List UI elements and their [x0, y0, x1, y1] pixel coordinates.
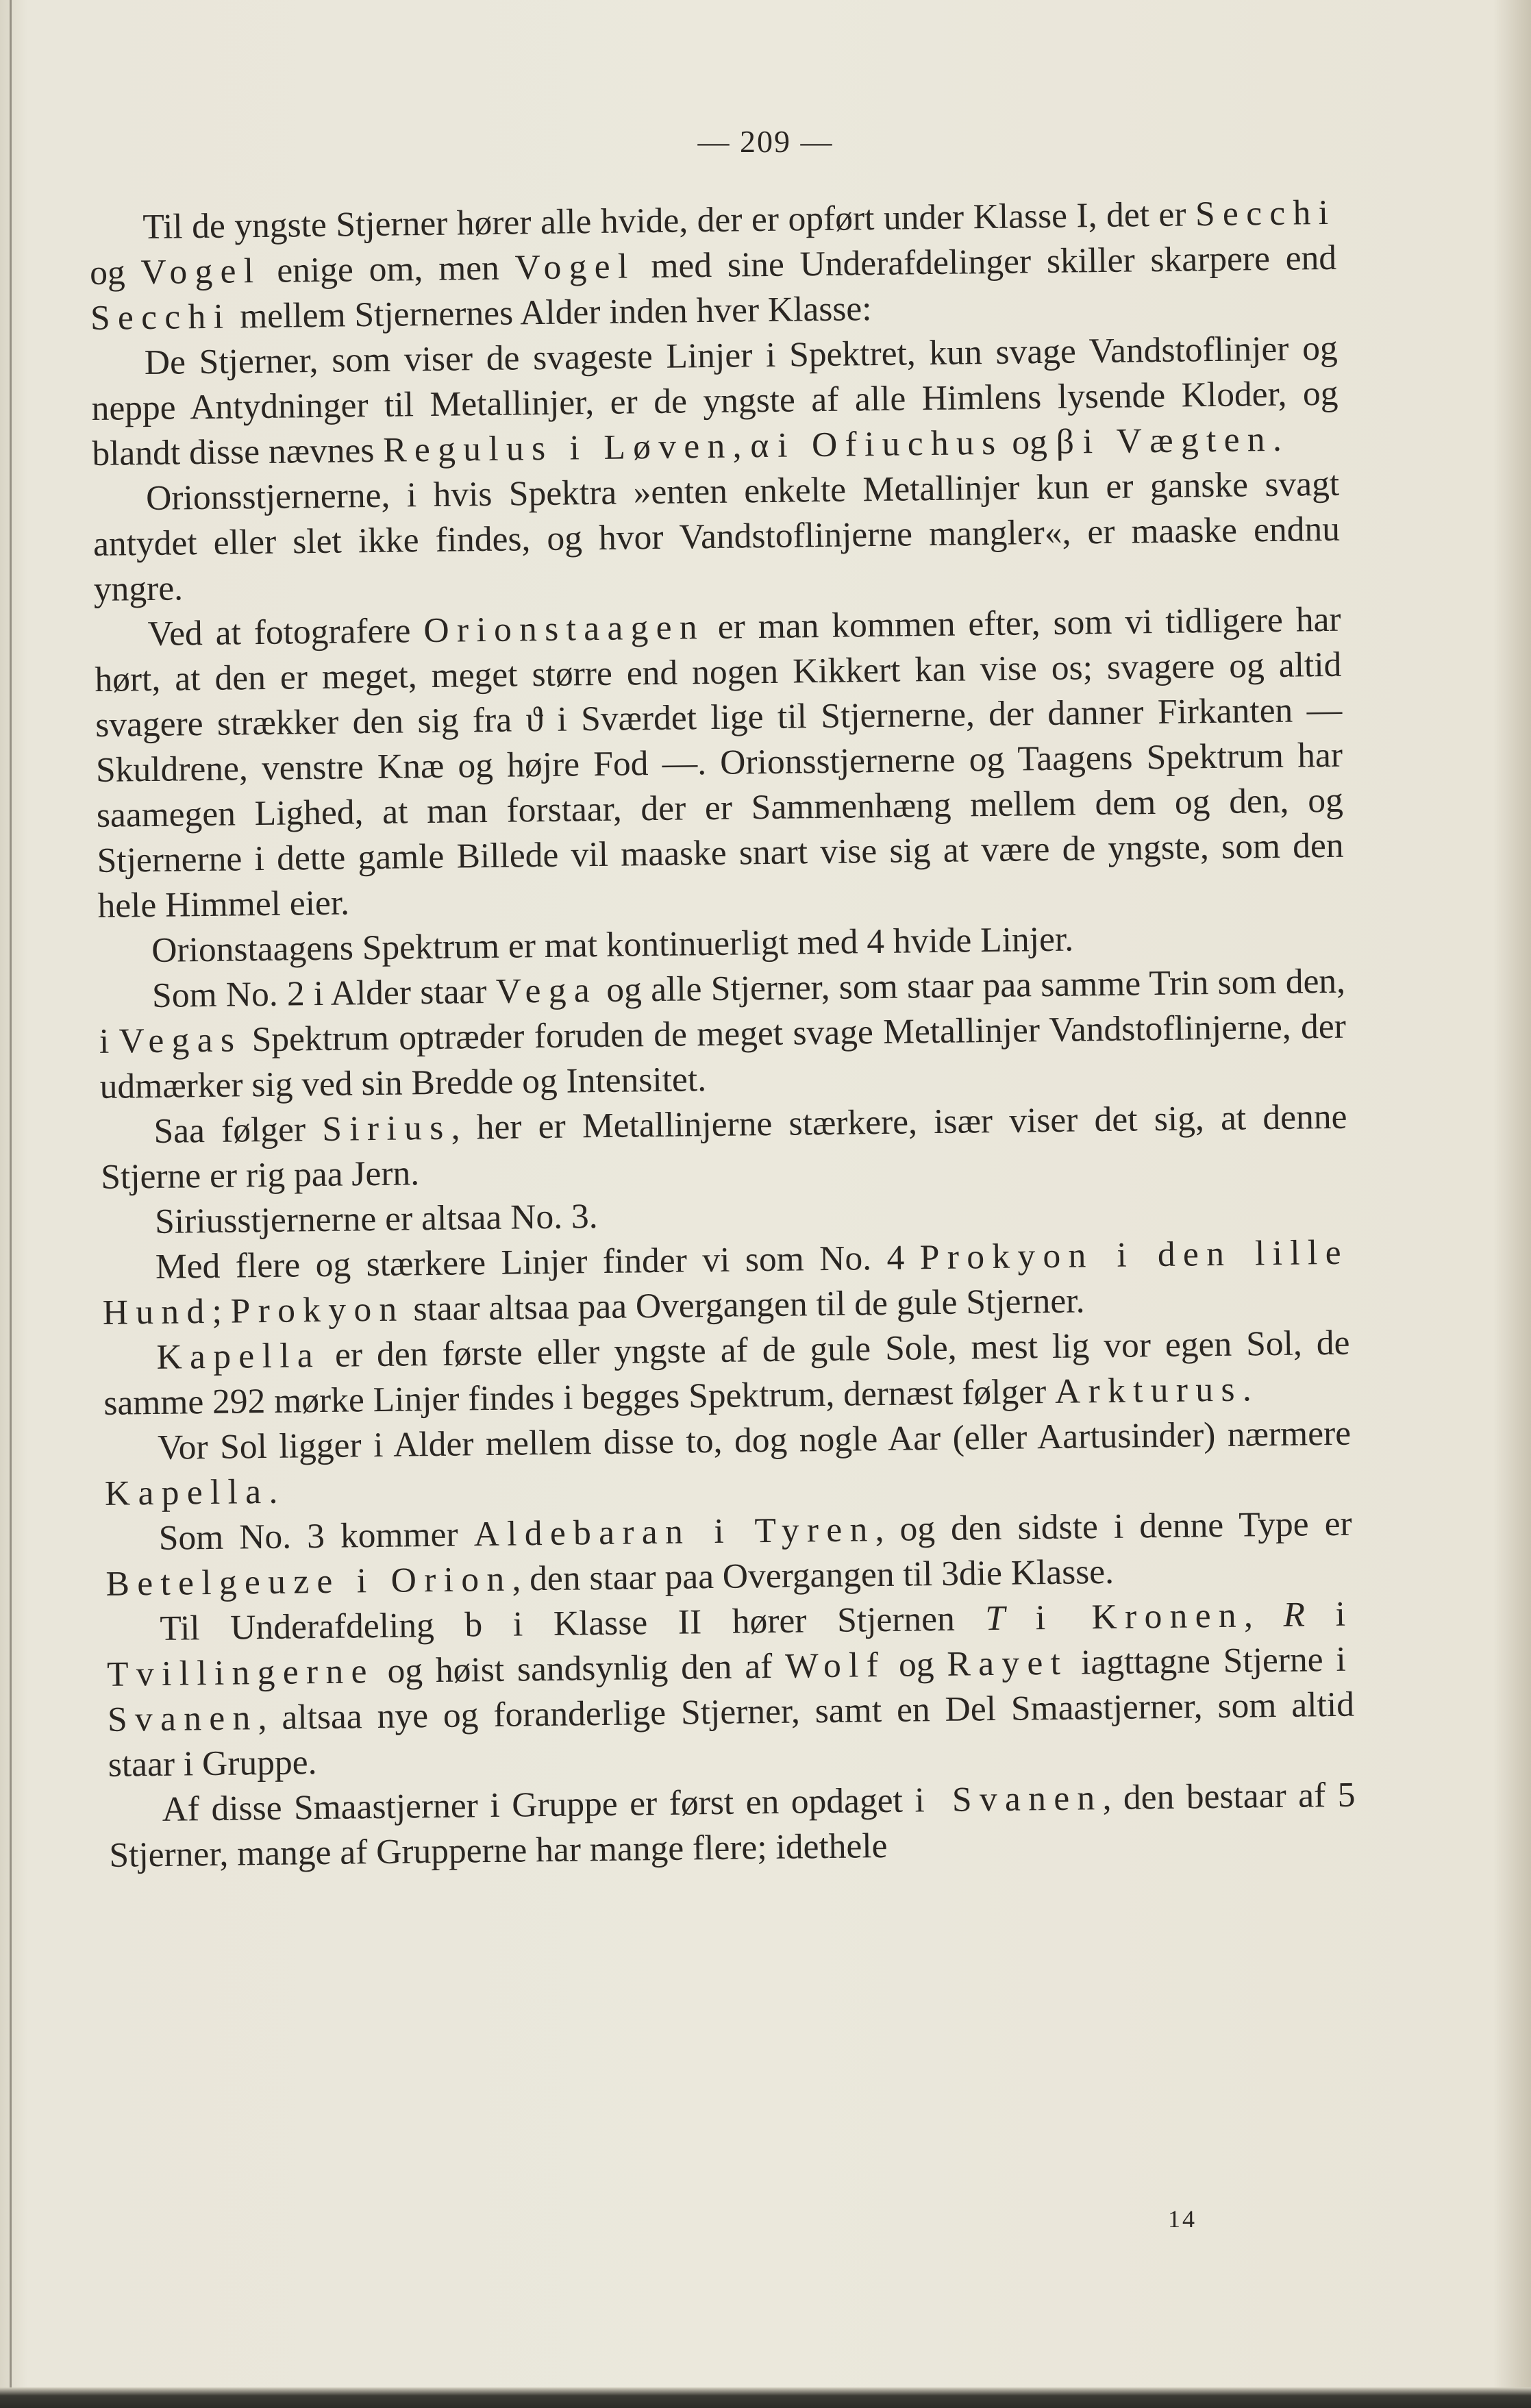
- paragraph: [105, 1502, 1352, 1607]
- page-edge-shadow: [10, 0, 12, 2408]
- text-run: Af disse Smaastjerner i Gruppe er først en opdaget: [162, 1780, 915, 1829]
- text-run: .: [1272, 419, 1282, 459]
- paragraph: [99, 959, 1347, 1110]
- spaced-name: Vogel: [514, 247, 636, 288]
- text-run: , den bestaar af 5 Stjerner, mange af Grupperne har mange flere; idethele: [109, 1775, 1356, 1875]
- text-run: , α: [732, 425, 778, 466]
- text-run: iagttagne Stjerne: [1067, 1639, 1336, 1683]
- text-run: er man kommen efter, som vi tidligere har hørt, at den er meget, meget større end nogen Kikkert kan vise os; svagere og altid svagere strækker den sig fra ϑ i Sværdet lige til Stjernerne, der danner Firkanten — Skuldrene, venstre Knæ og højre Fod —. Orionsstjernerne og Taagens Spektrum har saamegen Lighed, at man forstaar, der er Sammenhæng mellem dem og den, og Stjernerne i dette gamle Billede vil maaske snart vise sig at være de yngste, som den hele Himmel eier.: [95, 599, 1344, 926]
- paragraph: [89, 190, 1337, 341]
- signature-mark: 14: [1168, 2205, 1197, 2233]
- text-run: med sine Underafdelinger skiller skarpere end: [635, 238, 1337, 286]
- spaced-name: Kapella: [104, 1472, 269, 1513]
- italic-letter: T: [985, 1598, 1006, 1639]
- spaced-name: Rayet: [947, 1643, 1069, 1684]
- paragraph: [90, 326, 1339, 477]
- text-run: og β: [1003, 422, 1084, 462]
- paragraph: [94, 597, 1345, 929]
- spaced-name: Vegas: [119, 1020, 242, 1061]
- paragraph: [108, 1773, 1356, 1878]
- spaced-name: i Kronen: [1035, 1596, 1245, 1638]
- text-run: , den staar paa Overgangen til 3die Klasse.: [512, 1552, 1115, 1599]
- spaced-name: i Svanen: [107, 1639, 1354, 1739]
- text-run: , altsaa nye og foranderlige Stjerner, samt en Del Smaastjerner, som altid staar i Gruppe.: [108, 1685, 1355, 1785]
- text-run: er den første eller yngste af de gule Sole, mest lig vor egen Sol, de samme 292 mørke Linjer findes i begges Spektrum, dernæst følger: [103, 1323, 1350, 1423]
- text-run: De Stjerner, som viser de svageste Linjer i Spektret, kun svage Vandstoflinjer og neppe Antydninger til Metallinjer, er de yngste af alle Himlens lysende Kloder, og blandt disse nævnes: [91, 328, 1339, 473]
- text-run: Ved at fotografere: [147, 611, 424, 654]
- text-run: .: [1242, 1369, 1252, 1409]
- text-run: Spektrum optræder foruden de meget svage Metallinjer Vandstoflinjerne, der udmærker sig ved sin Bredde og Intensitet.: [99, 1006, 1347, 1106]
- spaced-name: Secchi: [90, 297, 232, 338]
- text-run: og: [89, 253, 141, 293]
- spaced-name: i Svanen: [914, 1778, 1103, 1820]
- spaced-name: Prokyon: [230, 1289, 405, 1331]
- spaced-name: Secchi: [1195, 193, 1336, 234]
- spaced-name: Betelgeuze i Orion: [105, 1559, 512, 1604]
- text-run: , her er Metallinjerne stærkere, især viser det sig, at denne Stjerne er rig paa Jern.: [100, 1097, 1347, 1197]
- text-run: og alle Stjerner, som staar paa samme Trin som den, i: [99, 961, 1346, 1061]
- text-run: ,: [1243, 1595, 1284, 1635]
- text-run: Til Underafdeling b i Klasse II hører Stjernen: [160, 1599, 986, 1648]
- body-text: [89, 190, 1356, 1878]
- text-run: ;: [212, 1291, 232, 1331]
- text-run: .: [269, 1472, 278, 1511]
- text-run: Som No. 2 i Alder staar: [151, 971, 497, 1015]
- text-run: Til de yngste Stjerner hører alle hvide, der er opført under Klasse I, det er: [142, 195, 1196, 247]
- spaced-name: Wolf: [784, 1645, 886, 1686]
- spaced-name: Sirius: [321, 1108, 451, 1149]
- text-run: Med flere og stærkere Linjer finder vi som No. 4: [155, 1238, 921, 1287]
- spaced-name: Kapella: [156, 1335, 321, 1377]
- spaced-name: i Vægten: [1082, 419, 1273, 462]
- text-run: og høist sandsynlig den af: [374, 1646, 786, 1691]
- spaced-name: i Tvillingerne: [106, 1594, 1354, 1694]
- spaced-name: i Ofiuchus: [777, 423, 1004, 465]
- spaced-name: Vogel: [140, 251, 262, 293]
- text-run: Siriusstjernerne er altsaa No. 3.: [154, 1197, 598, 1241]
- text-run: [1005, 1598, 1036, 1638]
- scan-bottom-border: [0, 2387, 1531, 2408]
- paragraph: [102, 1230, 1349, 1336]
- page-number-header: — 209 —: [697, 124, 834, 159]
- text-run: mellem Stjernernes Alder inden hver Klasse:: [230, 289, 872, 336]
- text-run: , og den sidste i denne Type er: [875, 1504, 1352, 1550]
- paragraph: [106, 1592, 1355, 1788]
- text-run: Som No. 3 kommer: [158, 1515, 475, 1558]
- text-run: Orionstaagens Spektrum er mat kontinuerligt med 4 hvide Linjer.: [151, 919, 1074, 970]
- paragraph: [92, 462, 1341, 612]
- italic-letter: R: [1283, 1595, 1306, 1635]
- spaced-name: Regulus i Løven: [382, 426, 733, 470]
- text-run: [1305, 1595, 1336, 1635]
- spaced-name: Vega: [495, 971, 598, 1011]
- spaced-name: Prokyon i den lille Hund: [102, 1232, 1349, 1332]
- spaced-name: Arkturus: [1054, 1369, 1243, 1411]
- paragraph: [103, 1321, 1350, 1426]
- text-run: og: [885, 1644, 947, 1685]
- paragraph: [104, 1411, 1352, 1517]
- paragraph: [100, 1095, 1347, 1200]
- text-run: Vor Sol ligger i Alder mellem disse to, dog nogle Aar (eller Aartusinder) nærmere: [157, 1413, 1352, 1467]
- text-run: Saa følger: [153, 1109, 323, 1151]
- text-run: Orionsstjernerne, i hvis Spektra »enten enkelte Metallinjer kun er ganske svagt antydet eller slet ikke findes, og hvor Vandstoflinjerne mangler«, er maaske endnu yngre.: [92, 464, 1341, 609]
- spaced-name: Orionstaagen: [423, 608, 706, 651]
- text-run: enige om, men: [261, 248, 516, 290]
- spaced-name: Aldebaran i Tyren: [473, 1510, 875, 1554]
- text-run: staar altsaa paa Overgangen til de gule Stjerner.: [404, 1281, 1085, 1329]
